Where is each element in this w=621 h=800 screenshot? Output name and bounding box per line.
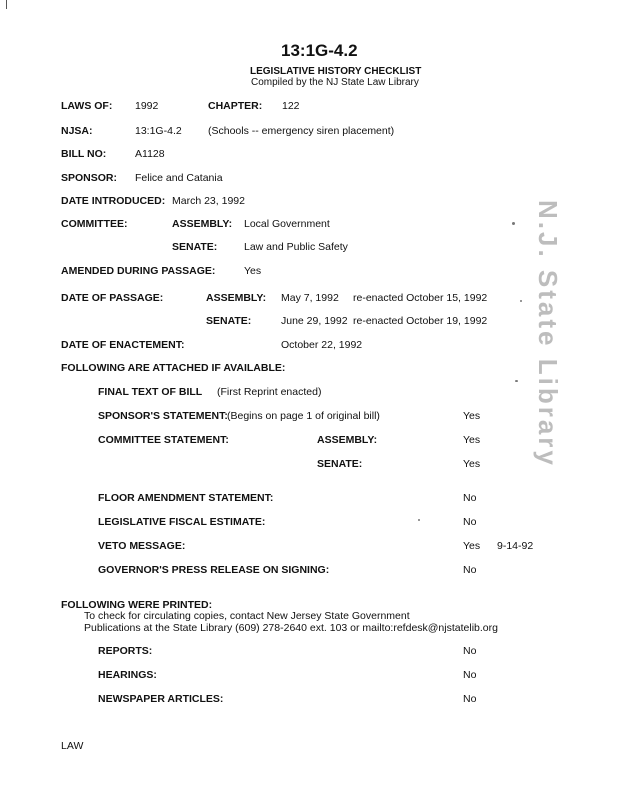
committee-label: COMMITTEE:	[61, 218, 128, 230]
page-title: 13:1G-4.2	[281, 41, 358, 60]
scan-speck	[520, 300, 522, 302]
passage-assembly-note: re-enacted October 15, 1992	[353, 292, 488, 304]
sponsor-statement-note: (Begins on page 1 of original bill)	[227, 410, 380, 422]
chapter-value: 122	[282, 100, 300, 112]
scan-speck	[418, 519, 420, 521]
amended-value: Yes	[244, 265, 262, 277]
library-stamp-text: N.J. State Library	[533, 200, 563, 468]
passage-senate-date: June 29, 1992	[281, 315, 348, 327]
laws-of-value: 1992	[135, 100, 159, 112]
newspaper-articles-value: No	[463, 693, 477, 705]
date-introduced-label: DATE INTRODUCED:	[61, 195, 166, 207]
printed-note-line-2: Publications at the State Library (609) 278-2640 ext. 103 or mailto:refdesk@njstatelib.org	[84, 622, 498, 634]
committee-statement-assembly-label: ASSEMBLY:	[317, 434, 378, 446]
amended-label: AMENDED DURING PASSAGE:	[61, 265, 216, 277]
scan-speck	[515, 380, 518, 382]
hearings-label: HEARINGS:	[98, 669, 157, 681]
sponsor-statement-label: SPONSOR'S STATEMENT:	[98, 410, 228, 422]
reports-label: REPORTS:	[98, 645, 153, 657]
passage-assembly-label: ASSEMBLY:	[206, 292, 267, 304]
floor-amendment-label: FLOOR AMENDMENT STATEMENT:	[98, 492, 274, 504]
newspaper-articles-label: NEWSPAPER ARTICLES:	[98, 693, 224, 705]
committee-senate-value: Law and Public Safety	[244, 241, 348, 253]
library-stamp	[503, 200, 593, 480]
attached-heading: FOLLOWING ARE ATTACHED IF AVAILABLE:	[61, 362, 286, 374]
fiscal-estimate-value: No	[463, 516, 477, 528]
date-of-passage-label: DATE OF PASSAGE:	[61, 292, 164, 304]
hearings-value: No	[463, 669, 477, 681]
passage-senate-label: SENATE:	[206, 315, 252, 327]
njsa-description: (Schools -- emergency siren placement)	[208, 125, 395, 137]
floor-amendment-value: No	[463, 492, 477, 504]
sponsor-statement-value: Yes	[463, 410, 481, 422]
date-introduced-value: March 23, 1992	[172, 195, 245, 207]
final-text-note: (First Reprint enacted)	[217, 386, 322, 398]
date-of-enactment-label: DATE OF ENACTEMENT:	[61, 339, 185, 351]
scan-mark	[6, 0, 7, 9]
printed-note-line-1: To check for circulating copies, contact New Jersey State Government	[84, 610, 410, 622]
committee-statement-assembly-value: Yes	[463, 434, 481, 446]
passage-assembly-date: May 7, 1992	[281, 292, 339, 304]
committee-assembly-value: Local Government	[244, 218, 330, 230]
printed-heading: FOLLOWING WERE PRINTED:	[61, 599, 213, 611]
scan-speck	[512, 222, 515, 225]
governor-release-value: No	[463, 564, 477, 576]
committee-senate-label: SENATE:	[172, 241, 218, 253]
reports-value: No	[463, 645, 477, 657]
bill-no-value: A1128	[135, 148, 165, 160]
bill-no-label: BILL NO:	[61, 148, 107, 160]
veto-message-label: VETO MESSAGE:	[98, 540, 186, 552]
committee-assembly-label: ASSEMBLY:	[172, 218, 233, 230]
njsa-value: 13:1G-4.2	[135, 125, 182, 137]
checklist-subtitle: LEGISLATIVE HISTORY CHECKLIST	[250, 66, 422, 77]
passage-senate-note: re-enacted October 19, 1992	[353, 315, 488, 327]
fiscal-estimate-label: LEGISLATIVE FISCAL ESTIMATE:	[98, 516, 266, 528]
footer-code: LAW	[61, 740, 84, 752]
committee-statement-senate-label: SENATE:	[317, 458, 363, 470]
date-of-enactment-value: October 22, 1992	[281, 339, 363, 351]
veto-message-value: Yes	[463, 540, 481, 552]
chapter-label: CHAPTER:	[208, 100, 263, 112]
sponsor-value: Felice and Catania	[135, 172, 223, 184]
final-text-label: FINAL TEXT OF BILL	[98, 386, 203, 398]
njsa-label: NJSA:	[61, 125, 93, 137]
laws-of-label: LAWS OF:	[61, 100, 113, 112]
veto-message-date: 9-14-92	[497, 540, 534, 552]
compiled-by: Compiled by the NJ State Law Library	[251, 77, 419, 88]
committee-statement-label: COMMITTEE STATEMENT:	[98, 434, 229, 446]
committee-statement-senate-value: Yes	[463, 458, 481, 470]
governor-release-label: GOVERNOR'S PRESS RELEASE ON SIGNING:	[98, 564, 330, 576]
sponsor-label: SPONSOR:	[61, 172, 118, 184]
